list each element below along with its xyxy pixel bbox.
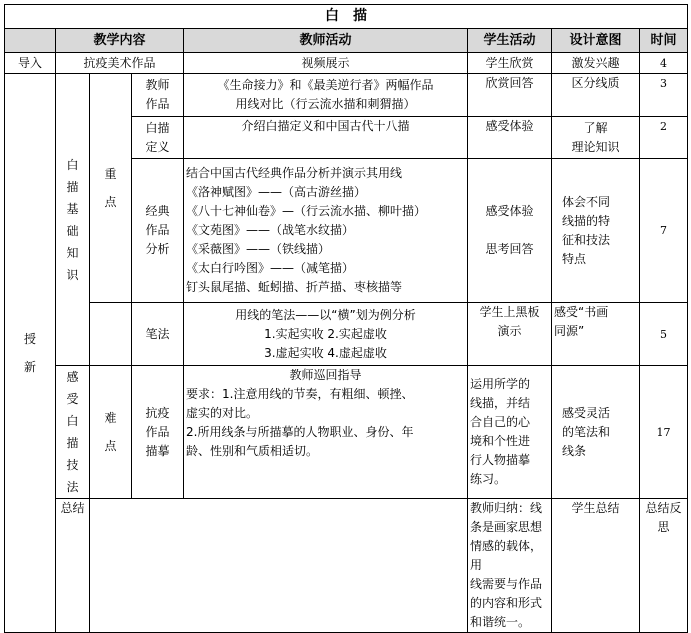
summary-student: 学生总结 xyxy=(552,499,640,633)
intro-teacher: 视频展示 xyxy=(184,53,468,74)
brush-student: 学生上黑板 演示 xyxy=(468,303,552,366)
define-intent: 了解 理论知识 xyxy=(552,117,640,159)
brush-topic: 笔法 xyxy=(132,303,184,366)
define-time: 2 xyxy=(640,117,688,159)
brush-time: 5 xyxy=(640,303,688,366)
classic-time: 7 xyxy=(640,159,688,303)
lesson-plan-table xyxy=(4,4,688,633)
header-row xyxy=(5,29,688,53)
works-row xyxy=(5,74,688,117)
header-blank xyxy=(5,29,56,53)
brush-teacher: 用线的笔法——以“横”划为例分析 1.实起实收 2.实起虚收 3.虚起实收 4.虚起虚收 xyxy=(184,303,468,366)
intro-student: 学生欣赏 xyxy=(468,53,552,74)
brush-row xyxy=(5,303,688,366)
works-student: 欣赏回答 xyxy=(468,74,552,117)
page-title: 白 描 xyxy=(5,5,688,29)
intro-row xyxy=(5,53,688,74)
section1-label: 白 描 基 础 知 识 xyxy=(56,74,90,366)
header-intent: 设计意图 xyxy=(552,29,640,53)
classic-teacher: 结合中国古代经典作品分析并演示其用线 《洛神赋图》——（高古游丝描） 《八十七神仙卷》—（行云流水描、柳叶描） 《文苑图》——（战笔水纹描） 《采薇图》——（铁线描） 《太白行吟图》——（减笔描） 钉头鼠尾描、蚯蚓描、折芦描、枣核描等 xyxy=(184,159,468,303)
intro-content: 抗疫美术作品 xyxy=(56,53,184,74)
copy-topic: 抗疫 作品 描摹 xyxy=(132,366,184,499)
define-topic: 白描 定义 xyxy=(132,117,184,159)
define-student: 感受体验 xyxy=(468,117,552,159)
intro-intent: 激发兴趣 xyxy=(552,53,640,74)
section2-key-label: 难 点 xyxy=(90,366,132,499)
copy-time: 17 xyxy=(640,366,688,499)
classic-student: 感受体验 思考回答 xyxy=(468,159,552,303)
brush-intent: 感受“书画 同源” xyxy=(552,303,640,366)
header-content: 教学内容 xyxy=(56,29,184,53)
summary-stage: 总结 xyxy=(56,499,90,633)
header-time: 时间 xyxy=(640,29,688,53)
works-intent: 区分线质 xyxy=(552,74,640,117)
brush-key-blank xyxy=(90,303,132,366)
copy-row xyxy=(5,366,688,499)
intro-time: 4 xyxy=(640,53,688,74)
copy-intent: 感受灵活 的笔法和 线条 xyxy=(552,366,640,499)
header-student: 学生活动 xyxy=(468,29,552,53)
header-teacher: 教师活动 xyxy=(184,29,468,53)
works-teacher: 《生命接力》和《最美逆行者》两幅作品 用线对比（行云流水描和刺猬描） xyxy=(184,74,468,117)
define-teacher: 介绍白描定义和中国古代十八描 xyxy=(184,117,468,159)
works-time: 3 xyxy=(640,74,688,117)
teach-stage-label: 授 新 xyxy=(5,74,56,633)
classic-intent: 体会不同 线描的特 征和技法 特点 xyxy=(552,159,640,303)
summary-content-blank xyxy=(90,499,468,633)
section2-label: 感 受 白 描 技 法 xyxy=(56,366,90,499)
intro-stage: 导入 xyxy=(5,53,56,74)
copy-teacher: 教师巡回指导 要求：1.注意用线的节奏，有粗细、顿挫、 虚实的对比。 2.所用线条与所描摹的人物职业、身份、年 龄、性别和气质相适切。 xyxy=(184,366,468,499)
summary-intent: 总结反思 xyxy=(640,499,688,633)
copy-student: 运用所学的 线描，并结 合自己的心 境和个性进 行人物描摹 练习。 xyxy=(468,366,552,499)
classic-topic: 经典 作品 分析 xyxy=(132,159,184,303)
works-topic: 教师 作品 xyxy=(132,74,184,117)
section1-key-label: 重 点 xyxy=(90,74,132,303)
summary-row xyxy=(5,499,688,633)
summary-teacher: 教师归纳：线条是画家思想情感的载体，用 线需要与作品的内容和形式和谐统一。 xyxy=(468,499,552,633)
